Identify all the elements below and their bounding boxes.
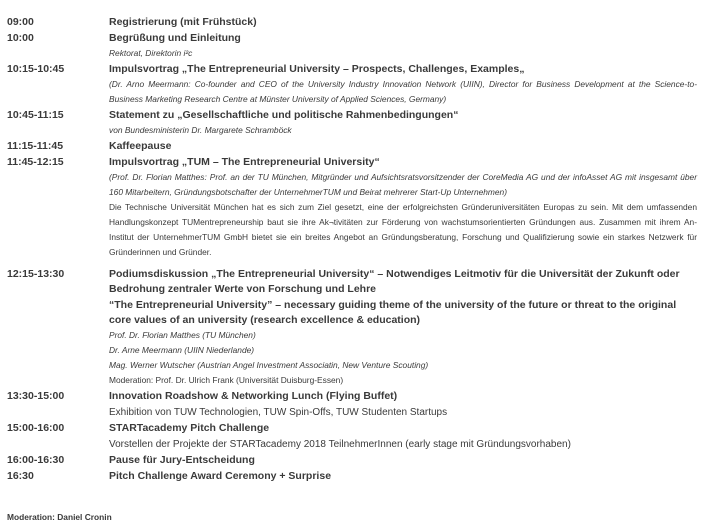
agenda-moderation: Moderation: Prof. Dr. Ulrich Frank (Universität Duisburg-Essen) — [109, 375, 344, 385]
agenda-title: Innovation Roadshow & Networking Lunch (Flying Buffet) — [109, 390, 398, 402]
agenda-schedule — [7, 14, 697, 484]
agenda-item — [7, 468, 697, 484]
agenda-time: 15:00-16:00 — [7, 422, 65, 434]
agenda-title: Kaffeepause — [109, 140, 172, 152]
agenda-time: 13:30-15:00 — [7, 390, 65, 402]
agenda-title-english: “The Entrepreneurial University” – necessary guiding theme of the university of the future or threat to the original core values of an university (research excellence & education) — [109, 299, 677, 326]
agenda-time: 16:00-16:30 — [7, 454, 65, 466]
agenda-time: 11:45-12:15 — [7, 156, 64, 168]
agenda-speaker: von Bundesministerin Dr. Margarete Schramböck — [109, 125, 292, 135]
agenda-detail: Vorstellen der Projekte der STARTacademy 2018 TeilnehmerInnen (early stage mit Gründungsvorhaben) — [109, 439, 571, 450]
agenda-item — [7, 30, 697, 61]
agenda-panelist: Dr. Arne Meermann (UIIN Niederlande) — [109, 345, 255, 355]
agenda-item — [7, 388, 697, 420]
agenda-speaker: Rektorat, Direktorin i²c — [109, 48, 193, 58]
agenda-item — [7, 138, 697, 154]
agenda-item — [7, 154, 697, 260]
agenda-detail: Exhibition von TUW Technologien, TUW Spin-Offs, TUW Studenten Startups — [109, 407, 448, 418]
agenda-title: Pitch Challenge Award Ceremony + Surprise — [109, 470, 332, 482]
agenda-speaker: (Dr. Arno Meermann: Co-founder and CEO of the University Industry Innovation Network (UIIN), Director for Business Development at the Science-to-Business Marketing Research Centre at Münster University of Applied Sciences, Germany) — [109, 79, 697, 104]
agenda-time: 09:00 — [7, 16, 34, 28]
agenda-item — [7, 14, 697, 30]
agenda-title: Impulsvortrag „TUM – The Entrepreneurial University“ — [109, 156, 380, 168]
moderation-credit: Moderation: Daniel Cronin — [7, 512, 112, 522]
agenda-time: 10:45-11:15 — [7, 109, 64, 121]
agenda-description: Die Technische Universität München hat es sich zum Ziel gesetzt, eine der erfolgreichsten Gründeruniversitäten Europas zu sein. Mit dem umfassenden Handlungskonzept TUMentrepreneurship baut sie ihre Ak¬tivitäten zur Förderung von wachstumsorientierten Gründungen aus. Zusammen mit ihrem An-Institut der UnternehmerTUM GmbH bietet sie ein breites Angebot an Gründungsberatung, Forschung und Qualifizierung sowie ein starkes Netzwerk für Gründerinnen und Gründer. — [109, 202, 697, 257]
agenda-item — [7, 107, 697, 138]
agenda-time: 10:00 — [7, 32, 34, 44]
agenda-title: Pause für Jury-Entscheidung — [109, 454, 255, 466]
agenda-time: 12:15-13:30 — [7, 268, 65, 280]
agenda-panelist: Mag. Werner Wutscher (Austrian Angel Investment Associatin, New Venture Scouting) — [109, 360, 429, 370]
agenda-title: Impulsvortrag „The Entrepreneurial University – Prospects, Challenges, Examples„ — [109, 63, 525, 75]
agenda-title: Begrüßung und Einleitung — [109, 32, 241, 44]
agenda-item — [7, 452, 697, 468]
agenda-title: Registrierung (mit Frühstück) — [109, 16, 257, 28]
agenda-item — [7, 61, 697, 107]
agenda-speaker: (Prof. Dr. Florian Matthes: Prof. an der TU München, Mitgründer und Aufsichtsratsvorsitzender der CoreMedia AG und der infoAsset AG mit insgesamt über 160 Mitarbeitern, Gründungsbotschafter der UnternehmerTUM und Beirat mehrerer Start-Up Unternehmen) — [109, 172, 697, 197]
agenda-item — [7, 420, 697, 452]
agenda-title: STARTacademy Pitch Challenge — [109, 422, 270, 434]
agenda-item — [7, 266, 697, 388]
agenda-time: 10:15-10:45 — [7, 63, 65, 75]
agenda-panelist: Prof. Dr. Florian Matthes (TU München) — [109, 330, 256, 340]
agenda-title: Statement zu „Gesellschaftliche und politische Rahmenbedingungen“ — [109, 109, 459, 121]
agenda-time: 16:30 — [7, 470, 34, 482]
agenda-time: 11:15-11:45 — [7, 140, 64, 152]
agenda-title: Podiumsdiskussion „The Entrepreneurial University“ – Notwendiges Leitmotiv für die Universität der Zukunft oder Bedrohung zentraler Werte von Forschung und Lehre — [109, 268, 680, 295]
